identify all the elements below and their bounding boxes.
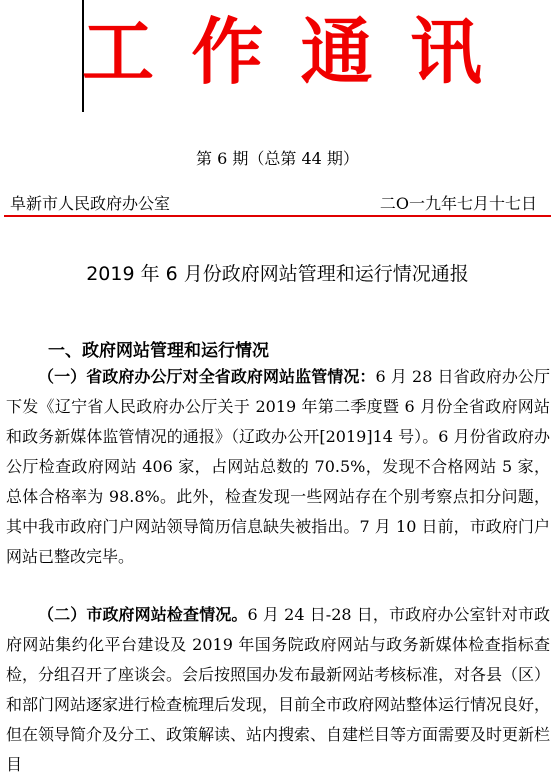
header-divider bbox=[4, 215, 551, 217]
masthead-char: 作 bbox=[191, 10, 264, 94]
issue-number: 第 6 期（总第 44 期） bbox=[196, 149, 359, 168]
paragraph-city-inspection bbox=[6, 600, 550, 780]
masthead-title bbox=[82, 12, 482, 92]
paragraph-body: 6 月 28 日省政府办公厅下发《辽宁省人民政府办公厅关于 2019 年第二季度暨 6 月份全省政府网站和政务新媒体监管情况的通报》（辽政办公开[2019]14 号）。6 月份省政府办公厅检查政府网站 406 家，占网站总数的 70.5%，发现不合格网站 5 家，总体合格率为 98.8%。此外，检查发现一些网站存在个别考察点扣分问题，其中我市政府门户网站领导简历信息缺失被指出。7 月 10 日前，市政府门户网站已整改完毕。 bbox=[6, 367, 550, 566]
paragraph-lead: （二）市政府网站检查情况。 bbox=[38, 605, 248, 624]
issuing-organization: 阜新市人民政府办公室 bbox=[10, 194, 171, 213]
paragraph-body: 6 月 24 日-28 日，市政府办公室针对市政府网站集约化平台建设及 2019 年国务院政府网站与政务新媒体检查指标查检，分组召开了座谈会。会后按照国办发布最新网站考核标准，对各县（区）和部门网站逐家进行检查梳理后发现，目前全市政府网站整体运行情况良好，但在领导简介及分工、政策解读、站内搜索、自建栏目等方面需要及时更新栏目 bbox=[6, 605, 551, 774]
masthead-char: 讯 bbox=[409, 10, 482, 94]
document-title: 2019 年 6 月份政府网站管理和运行情况通报 bbox=[86, 263, 469, 285]
section-heading: 一、政府网站管理和运行情况 bbox=[48, 341, 269, 361]
masthead-char: 通 bbox=[300, 10, 373, 94]
issue-date: 二O一九年七月十七日 bbox=[379, 194, 537, 213]
paragraph-lead: （一）省政府办公厅对全省政府网站监管情况： bbox=[38, 367, 376, 386]
paragraph-provincial-supervision bbox=[6, 362, 550, 572]
masthead-char: 工 bbox=[82, 10, 155, 94]
